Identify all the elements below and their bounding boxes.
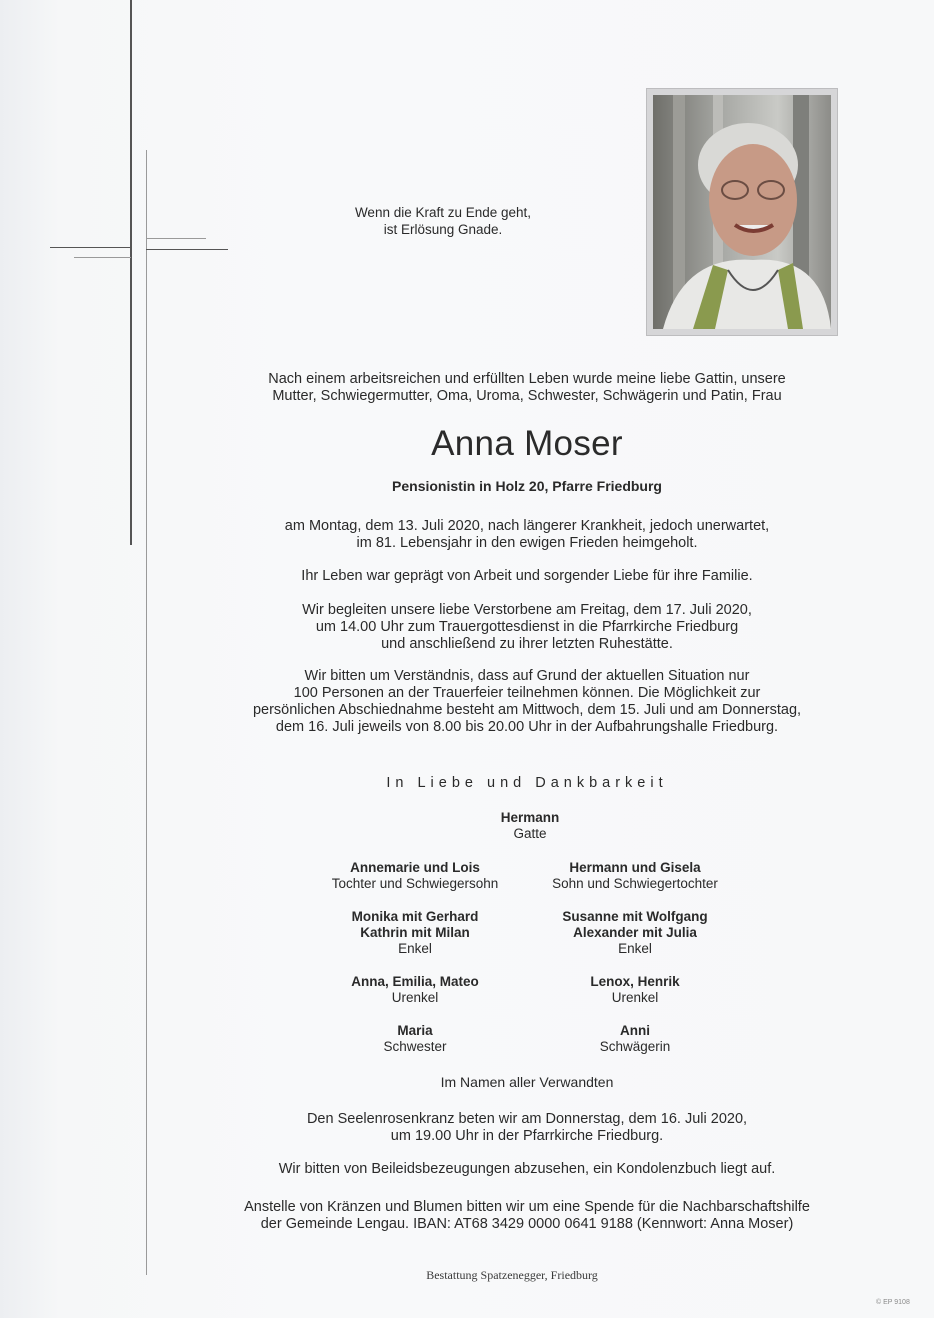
mourner-role: Urenkel <box>611 990 659 1005</box>
mourner-group <box>300 974 530 1006</box>
mourner-name: Lenox, Henrik <box>590 974 680 989</box>
life-line: Ihr Leben war geprägt von Arbeit und sorgender Liebe für ihre Familie. <box>301 568 753 584</box>
covid-line: persönlichen Abschiednahme besteht am Mittwoch, dem 15. Juli und am Donnerstag, <box>252 702 802 718</box>
intro-line: Nach einem arbeitsreichen und erfüllten Leben wurde meine liebe Gattin, unsere <box>268 371 786 387</box>
covid-line: 100 Personen an der Trauerfeier teilnehmen können. Die Möglichkeit zur <box>293 685 761 701</box>
death-line: im 81. Lebensjahr in den ewigen Frieden heimgeholt. <box>356 535 698 551</box>
mourner-name: Susanne mit Wolfgang <box>562 909 708 924</box>
donation-line: der Gemeinde Lengau. IBAN: AT68 3429 0000 0641 9188 (Kennwort: Anna Moser) <box>260 1216 794 1232</box>
covid-notice <box>230 668 824 736</box>
donation-note <box>230 1199 824 1233</box>
rosary-line: um 19.00 Uhr in der Pfarrkirche Friedburg. <box>390 1128 664 1144</box>
condolence-line: Wir bitten von Beileidsbezeugungen abzusehen, ein Kondolenzbuch liegt auf. <box>278 1161 776 1177</box>
funeral-line: Wir begleiten unsere liebe Verstorbene am Freitag, dem 17. Juli 2020, <box>302 602 752 618</box>
mourner-role: Enkel <box>398 941 432 956</box>
mourner-name: Kathrin mit Milan <box>360 925 470 940</box>
mourner-group <box>520 860 750 892</box>
covid-line: Wir bitten um Verständnis, dass auf Grund der aktuellen Situation nur <box>304 668 750 684</box>
funeral-line: um 14.00 Uhr zum Trauergottesdienst in die Pfarrkirche Friedburg <box>315 619 739 635</box>
deceased-name: Anna Moser <box>431 424 623 463</box>
portrait-frame <box>646 88 838 336</box>
relatives-line: Im Namen aller Verwandten <box>440 1074 614 1090</box>
intro-text <box>230 371 824 405</box>
deceased-subtitle: Pensionistin in Holz 20, Pfarre Friedburg <box>392 478 662 494</box>
mourner-name: Alexander mit Julia <box>573 925 697 940</box>
template-code: © EP 9108 <box>876 1299 910 1306</box>
undertaker-credit: Bestattung Spatzenegger, Friedburg <box>426 1268 598 1282</box>
mourner-group <box>300 1023 530 1055</box>
donation-line: Anstelle von Kränzen und Blumen bitten wir um eine Spende für die Nachbarschaftshilfe <box>244 1199 810 1215</box>
mourner-group <box>520 1023 750 1055</box>
mourner-role: Sohn und Schwiegertochter <box>552 876 718 891</box>
mourner-name: Annemarie und Lois <box>350 860 480 875</box>
death-line: am Montag, dem 13. Juli 2020, nach längerer Krankheit, jedoch unerwartet, <box>284 518 770 534</box>
dank-heading: In Liebe und Dankbarkeit <box>386 775 668 791</box>
mourner-group <box>520 974 750 1006</box>
mourner-group <box>520 909 750 957</box>
mourner-name: Maria <box>397 1023 433 1038</box>
life-text <box>230 568 824 585</box>
funeral-line: und anschließend zu ihrer letzten Ruhestätte. <box>381 636 673 652</box>
motto <box>330 204 556 238</box>
portrait-photo <box>653 95 831 329</box>
covid-line: dem 16. Juli jeweils von 8.00 bis 20.00 Uhr in der Aufbahrungshalle Friedburg. <box>275 719 779 735</box>
mourner-name: Anni <box>620 1023 650 1038</box>
condolence-note <box>230 1161 824 1178</box>
mourner-name: Hermann <box>500 810 560 825</box>
motto-line: ist Erlösung Gnade. <box>383 222 503 237</box>
rosary-info <box>230 1111 824 1145</box>
mourner-group <box>300 909 530 957</box>
funeral-info <box>230 602 824 653</box>
rosary-line: Den Seelenrosenkranz beten wir am Donnerstag, dem 16. Juli 2020, <box>306 1111 748 1127</box>
motto-line: Wenn die Kraft zu Ende geht, <box>354 205 532 220</box>
mourner-role: Urenkel <box>391 990 439 1005</box>
mourner-role: Schwägerin <box>599 1039 671 1054</box>
mourner-role: Gatte <box>513 826 547 841</box>
intro-line: Mutter, Schwiegermutter, Oma, Uroma, Schwester, Schwägerin und Patin, Frau <box>272 388 782 404</box>
mourner-group <box>300 860 530 892</box>
mourner-name: Anna, Emilia, Mateo <box>351 974 479 989</box>
mourner-name: Monika mit Gerhard <box>351 909 479 924</box>
mourner-name: Hermann und Gisela <box>569 860 701 875</box>
mourner-role: Schwester <box>383 1039 447 1054</box>
mourner-role: Enkel <box>618 941 652 956</box>
mourner-role: Tochter und Schwiegersohn <box>331 876 499 891</box>
death-notice <box>230 518 824 552</box>
mourner-group <box>415 810 645 842</box>
